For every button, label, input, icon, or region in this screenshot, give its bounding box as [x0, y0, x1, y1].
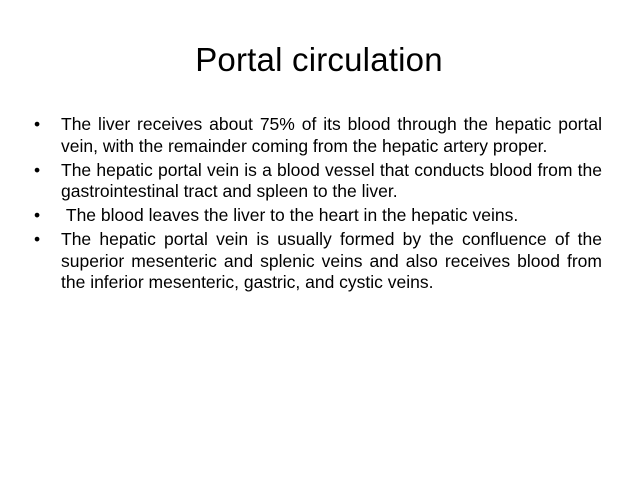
bullet-item: [34, 229, 602, 294]
bullet-dot-icon: •: [34, 229, 41, 249]
bullet-text: The blood leaves the liver to the heart in the hepatic veins.: [61, 205, 519, 225]
bullet-list: [34, 114, 602, 296]
bullet-dot-icon: •: [34, 205, 41, 225]
bullet-item: [34, 160, 602, 203]
bullet-text: The hepatic portal vein is a blood vessel that conducts blood from the gastrointestinal tract and spleen to the liver.: [61, 159, 602, 201]
bullet-item: [34, 114, 602, 157]
bullet-dot-icon: •: [34, 159, 41, 180]
slide-title: Portal circulation: [195, 41, 443, 78]
bullet-item: [34, 205, 602, 227]
bullet-text: The hepatic portal vein is usually formed by the confluence of the superior mesenteric and splenic veins and also receives blood from the inferior mesenteric, gastric, and cystic veins.: [61, 229, 602, 292]
bullet-dot-icon: •: [34, 114, 41, 134]
bullet-text: The liver receives about 75% of its blood through the hepatic portal vein, with the remainder coming from the hepatic artery proper.: [61, 114, 602, 156]
